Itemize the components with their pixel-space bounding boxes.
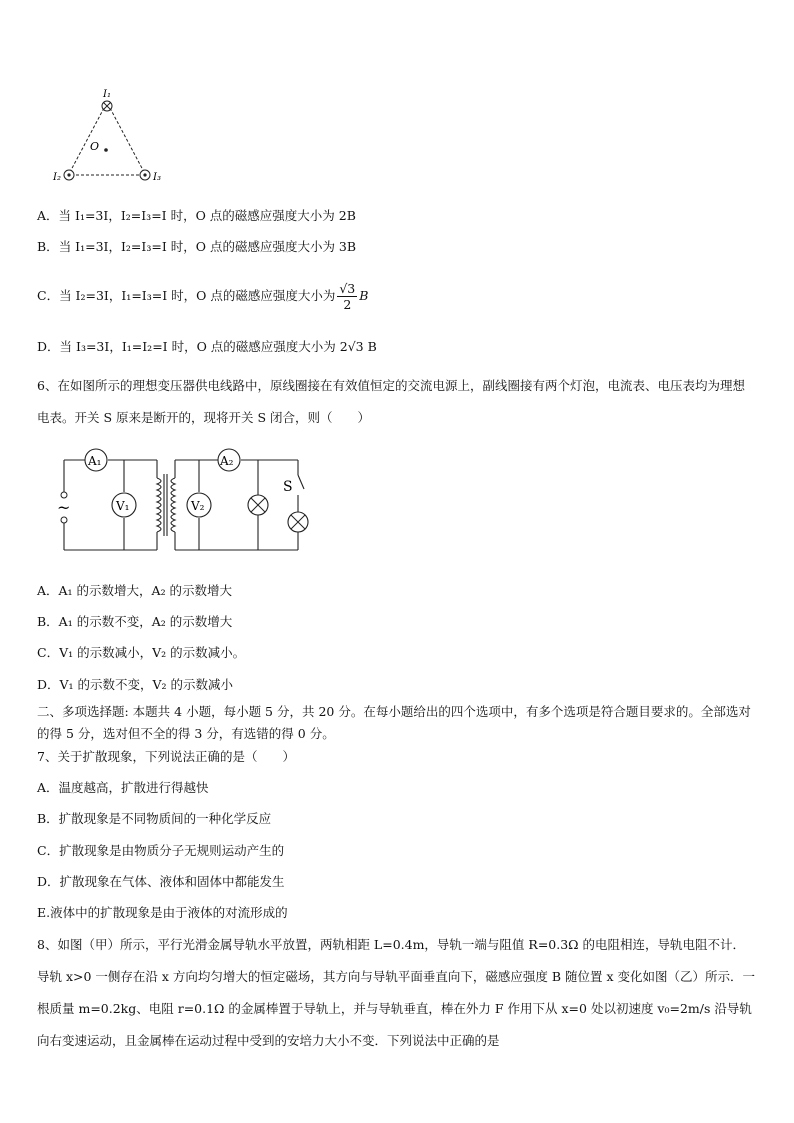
q5-option-b: B．当 I₁=3I，I₂=I₃=I 时，O 点的磁感应强度大小为 3B — [37, 239, 357, 254]
q6-option-d: D．V₁ 的示数不变，V₂ 的示数减小 — [37, 677, 234, 692]
ac-source-symbol: ~ — [57, 498, 71, 517]
current-into-page-icon — [102, 101, 112, 111]
ammeter-a2 — [218, 449, 240, 471]
q5-option-a: A．当 I₁=3I，I₂=I₃=I 时，O 点的磁感应强度大小为 2B — [37, 208, 356, 223]
label-o: O — [90, 140, 100, 153]
q6-option-a: A．A₁ 的示数增大，A₂ 的示数增大 — [37, 583, 233, 598]
q5-option-c: C．当 I₂=3I，I₁=I₃=I 时，O 点的磁感应强度大小为 $\frac{√3}{2}$ B — [37, 281, 369, 312]
fraction-sqrt3-over-2: $\frac{√3}{2}$ — [339, 281, 356, 312]
lamp-icon — [288, 512, 308, 532]
q7-option-c: C．扩散现象是由物质分子无规则运动产生的 — [37, 843, 285, 858]
label-i1: I₁ — [103, 89, 111, 100]
q8-stem: 8、如图（甲）所示，平行光滑金属导轨水平放置，两轨相距 L=0.4m，导轨一端与阻值 R=0.3Ω 的电阻相连，导轨电阻不计．导轨 x>0 一侧存在沿 x 方向均匀增大的恒定磁场，其方向与导轨平面垂直向下，磁感应强度 B 随位置 x 变化如图（乙）所示．一根质量 m=0.2kg、电阻 r=0.1Ω 的金属棒置于导轨上，并与导轨垂直，棒在外力 F 作用下从 x=0 处以初速度 v₀=2m/s 沿导轨向右变速运动，且金属棒在运动过程中受到的安培力大小不变．下列说法中正确的是 — [37, 937, 756, 1048]
source-terminal-bottom — [61, 517, 67, 523]
label-i2: I₂ — [53, 172, 61, 183]
q7-stem: 7、关于扩散现象，下列说法正确的是（ ） — [37, 749, 295, 764]
current-out-of-page-icon — [64, 170, 74, 180]
center-point-o — [104, 148, 108, 152]
q7-option-d: D．扩散现象在气体、液体和固体中都能发生 — [37, 874, 285, 889]
triangle-edge-right — [110, 108, 144, 172]
q7-option-b: B．扩散现象是不同物质间的一种化学反应 — [37, 811, 272, 826]
q6-stem: 6、在如图所示的理想变压器供电线路中，原线圈接在有效值恒定的交流电源上，副线圈接有两个灯泡，电流表、电压表均为理想电表。开关 S 原来是断开的，现将开关 S 闭合，则（ ） — [37, 378, 745, 425]
voltmeter-v1 — [112, 493, 136, 517]
triangle-currents-figure — [0, 0, 794, 200]
lamp-icon — [248, 495, 268, 515]
section-2-heading: 二、多项选择题: 本题共 4 小题，每小题 5 分，共 20 分。在每小题给出的四个选项中，有多个选项是符合题目要求的。全部选对的得 5 分，选对但不全的得 3 分，有选错的得 0 分。 — [37, 704, 751, 741]
svg-text:V₂: V₂ — [191, 499, 205, 513]
svg-text:V₁: V₁ — [116, 499, 130, 513]
q7-option-e: E.液体中的扩散现象是由于液体的对流形成的 — [37, 905, 288, 920]
q6-option-b: B．A₁ 的示数不变，A₂ 的示数增大 — [37, 614, 233, 629]
q7-option-a: A．温度越高，扩散进行得越快 — [37, 780, 209, 795]
svg-text:A₁: A₁ — [88, 454, 102, 468]
switch-label: S — [283, 479, 293, 495]
transformer-circuit-diagram — [0, 440, 794, 580]
q6-option-c: C．V₁ 的示数减小，V₂ 的示数减小。 — [37, 645, 246, 660]
current-out-of-page-icon — [140, 170, 150, 180]
q5-option-d: D．当 I₃=3I，I₁=I₂=I 时，O 点的磁感应强度大小为 2√3 B — [37, 339, 377, 354]
svg-text:A₂: A₂ — [220, 454, 234, 468]
label-i3: I₃ — [153, 172, 161, 183]
ammeter-a1 — [85, 449, 107, 471]
voltmeter-v2 — [187, 493, 211, 517]
